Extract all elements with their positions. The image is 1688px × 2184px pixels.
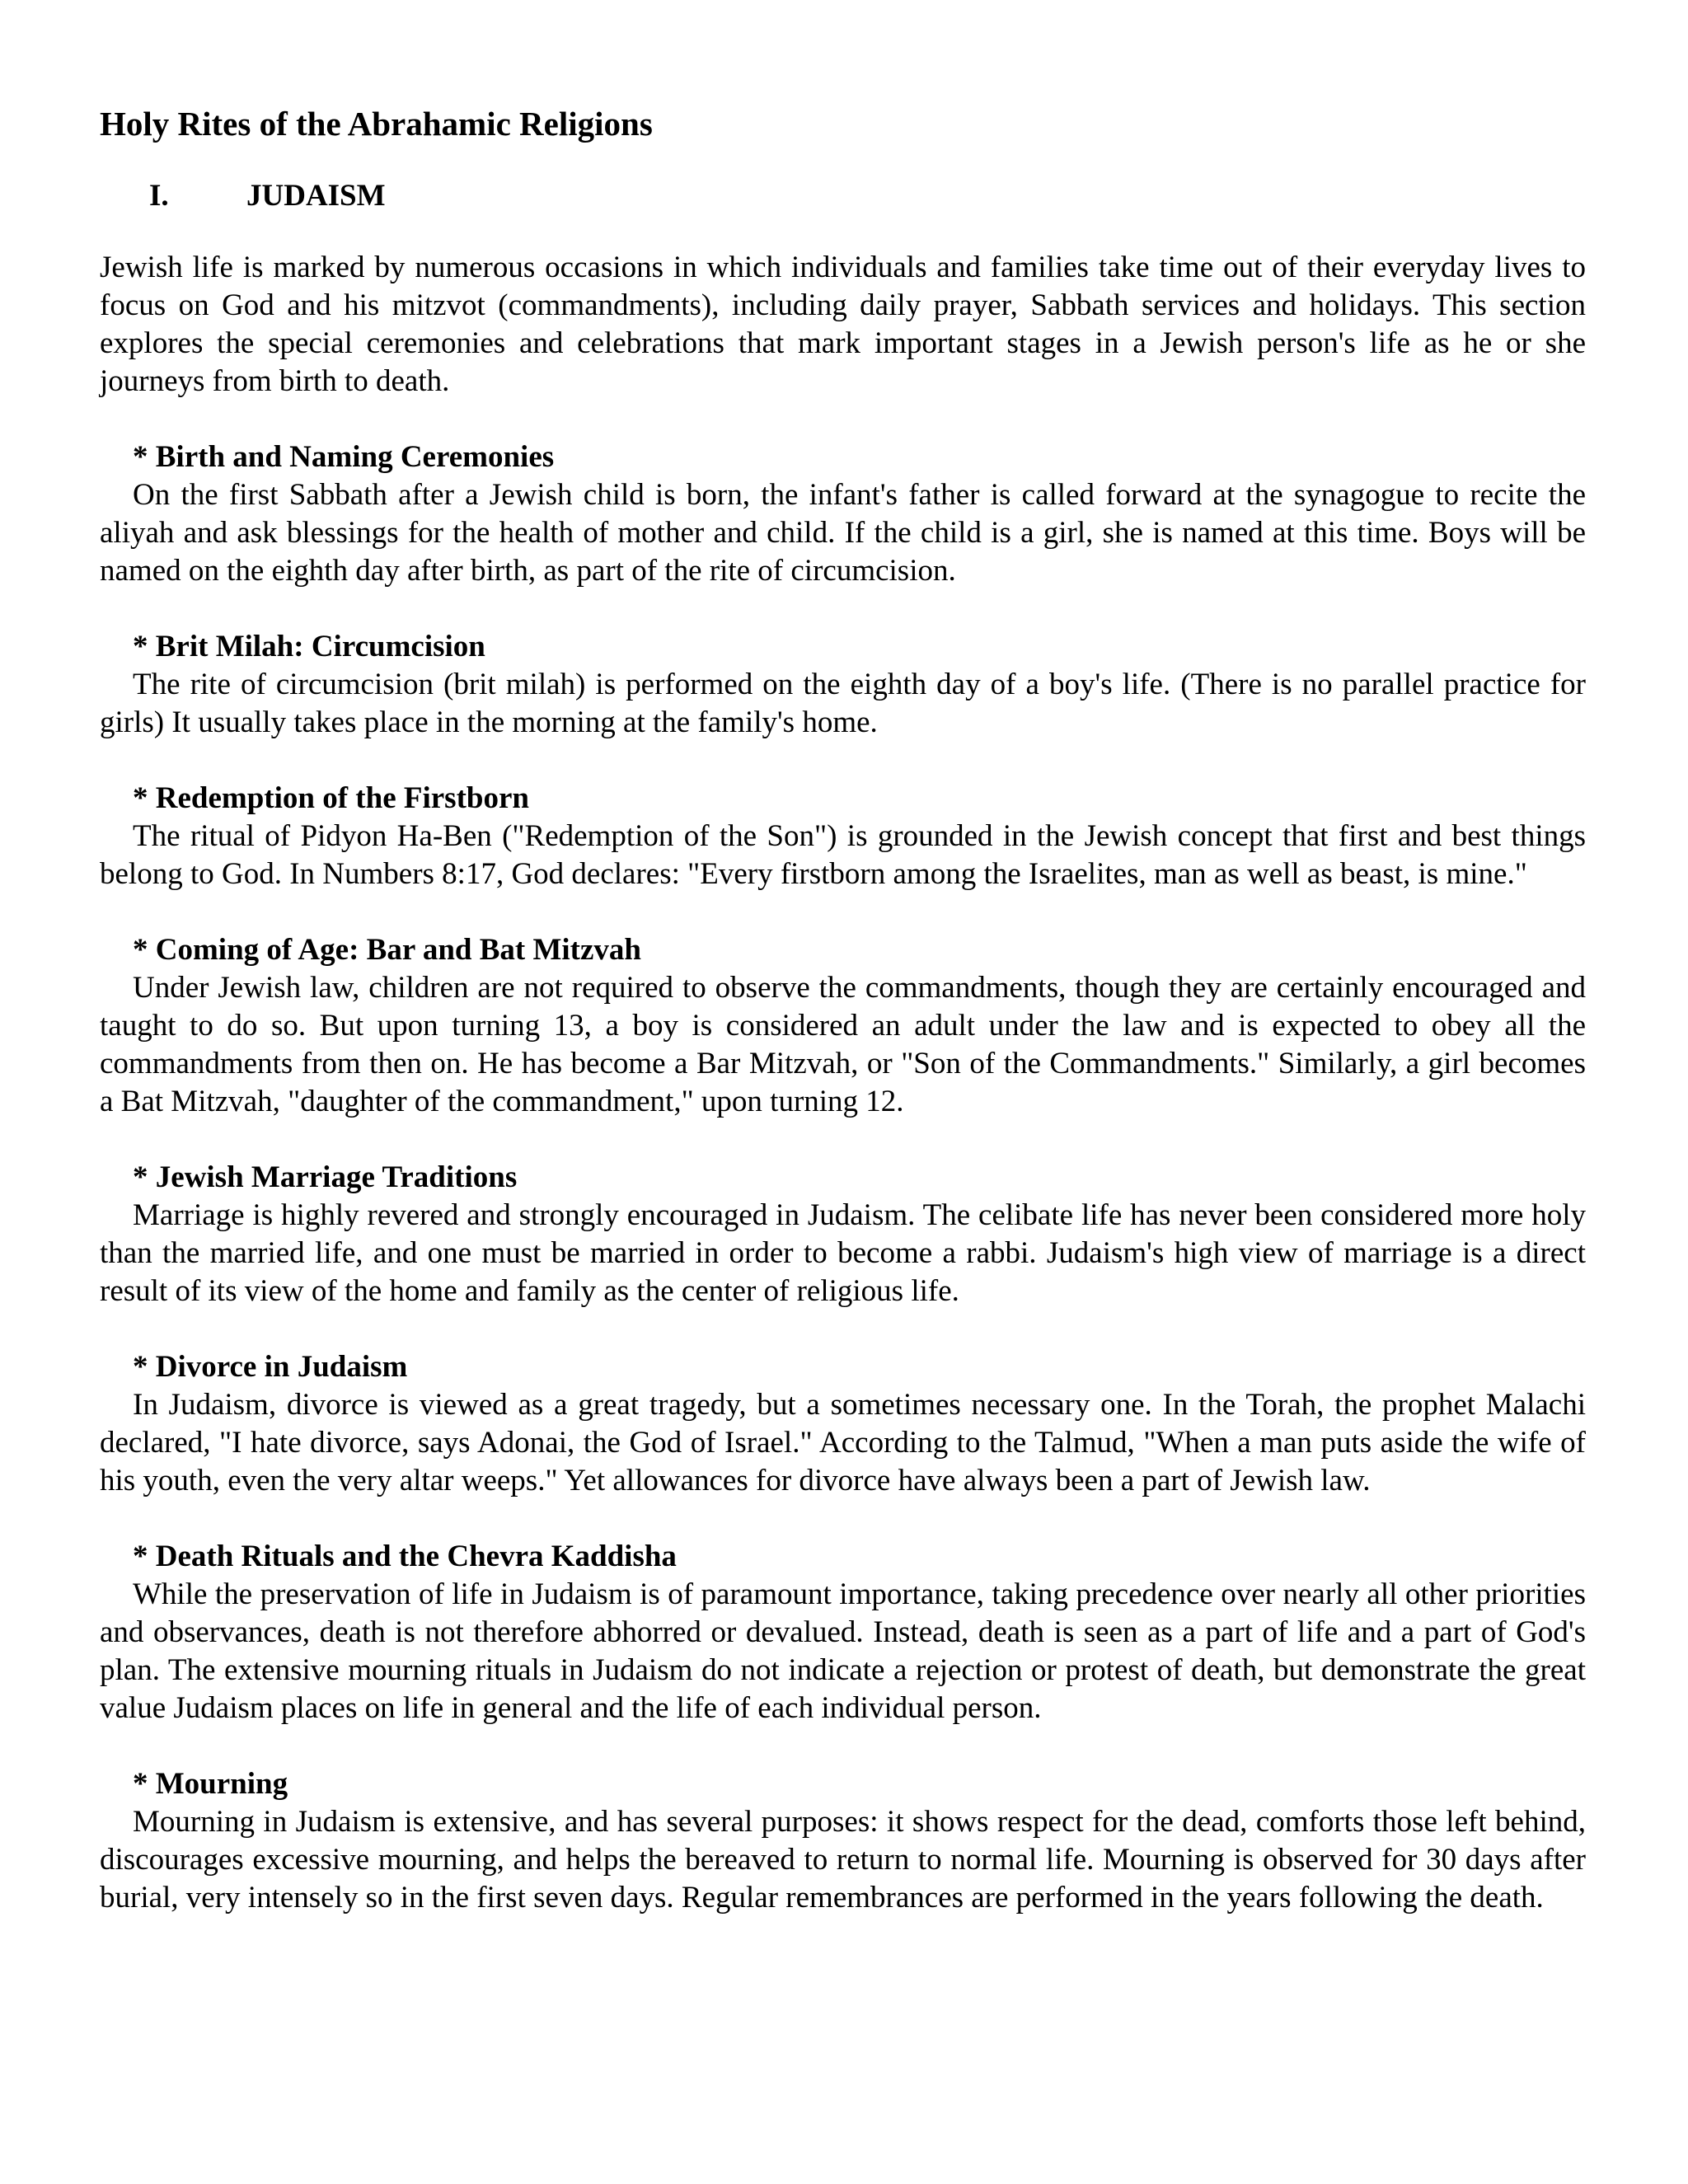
section-number: I. (149, 179, 169, 213)
intro-paragraph: Jewish life is marked by numerous occasions in which individuals and families take time out of their everyday lives to focus on God and his mitzvot (commandments), including daily prayer, Sabbath services and holidays. This section explores the special ceremonies and celebrations that mark important stages in a Jewish person's life as he or she journeys from birth to death. (100, 251, 1586, 398)
subsection-body: The ritual of Pidyon Ha-Ben ("Redemption of the Son") is grounded in the Jewish concept that first and best things belong to God. In Numbers 8:17, God declares: "Every firstborn among the Israelites, man as well as beast, is mine." (100, 819, 1586, 891)
subsection-mourning (100, 1765, 1586, 1917)
subsection-heading: * Birth and Naming Ceremonies (133, 440, 555, 474)
subsection-death-rituals (100, 1538, 1586, 1727)
subsection-body: Under Jewish law, children are not required to observe the commandments, though they are certainly encouraged and taught to do so. But upon turning 13, a boy is considered an adult under the law and is expected to obey all the commandments from then on. He has become a Bar Mitzvah, or "Son of the Commandments." Similarly, a girl becomes a Bat Mitzvah, "daughter of the commandment," upon turning 12. (100, 971, 1586, 1118)
subsection-heading: * Death Rituals and the Chevra Kaddisha (133, 1540, 677, 1573)
subsection-body: On the first Sabbath after a Jewish child is born, the infant's father is called forward at the synagogue to recite the aliyah and ask blessings for the health of mother and child. If the child is a girl, she is named at this time. Boys will be named on the eighth day after birth, as part of the rite of circumcision. (100, 478, 1586, 588)
subsection-marriage (100, 1159, 1586, 1310)
section-name: JUDAISM (246, 179, 386, 213)
subsection-body: Marriage is highly revered and strongly encouraged in Judaism. The celibate life has never been considered more holy than the married life, and one must be married in order to become a rabbi. Judaism's high view of marriage is a direct result of its view of the home and family as the center of religious life. (100, 1198, 1586, 1308)
subsection-heading: * Redemption of the Firstborn (133, 781, 529, 815)
section-heading (100, 175, 1586, 218)
subsection-heading: * Brit Milah: Circumcision (133, 630, 485, 663)
document-page (100, 99, 1586, 1955)
subsection-body: Mourning in Judaism is extensive, and has several purposes: it shows respect for the dead, comforts those left behind, discourages excessive mourning, and helps the bereaved to return to normal life. Mourning is observed for 30 days after burial, very intensely so in the first seven days. Regular remembrances are performed in the years following the death. (100, 1805, 1586, 1915)
subsection-body: The rite of circumcision (brit milah) is performed on the eighth day of a boy's life. (There is no parallel practice for girls) It usually takes place in the morning at the family's home. (100, 668, 1586, 739)
subsection-body: While the preservation of life in Judaism is of paramount importance, taking precedence over nearly all other priorities and observances, death is not therefore abhorred or devalued. Instead, death is seen as a part of life and a part of God's plan. The extensive mourning rituals in Judaism do not indicate a rejection or protest of death, but demonstrate the great value Judaism places on life in general and the life of each individual person. (100, 1577, 1586, 1725)
subsection-coming-of-age (100, 931, 1586, 1121)
subsection-body: In Judaism, divorce is viewed as a great tragedy, but a sometimes necessary one. In the Torah, the prophet Malachi declared, "I hate divorce, says Adonai, the God of Israel." According to the Talmud, "When a man puts aside the wife of his youth, even the very altar weeps." Yet allowances for divorce have always been a part of Jewish law. (100, 1388, 1586, 1497)
document-title: Holy Rites of the Abrahamic Religions (100, 105, 653, 143)
subsection-heading: * Divorce in Judaism (133, 1350, 408, 1384)
subsection-heading: * Jewish Marriage Traditions (133, 1160, 518, 1194)
subsection-heading: * Mourning (133, 1767, 288, 1801)
subsection-redemption-firstborn (100, 780, 1586, 893)
subsection-brit-milah (100, 628, 1586, 742)
subsection-divorce (100, 1348, 1586, 1500)
subsection-birth-naming (100, 438, 1586, 590)
subsection-heading: * Coming of Age: Bar and Bat Mitzvah (133, 933, 642, 967)
